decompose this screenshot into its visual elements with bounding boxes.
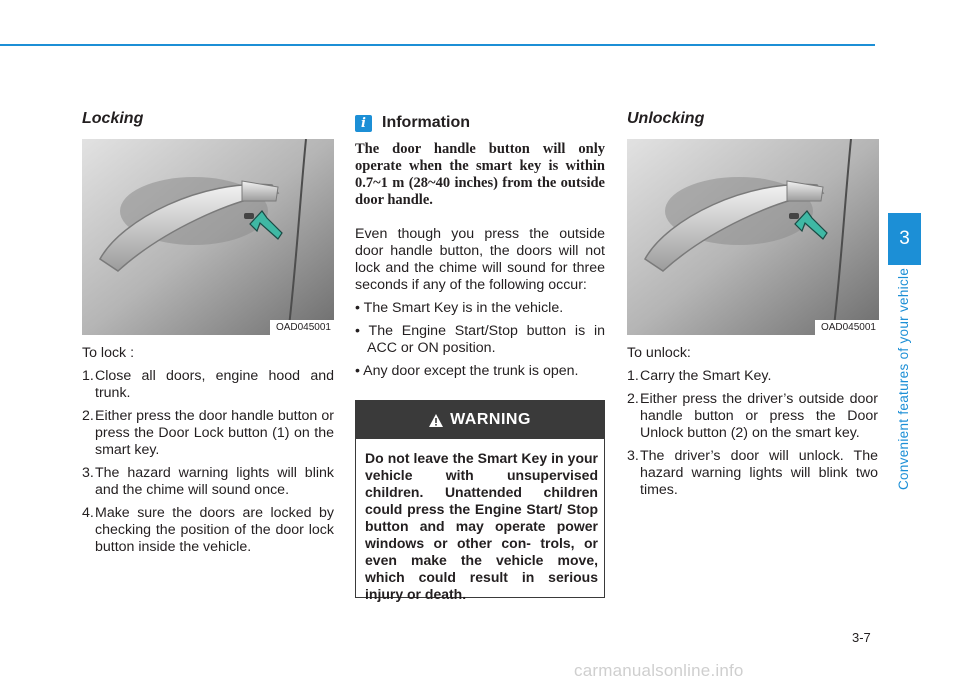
list-item: 2.Either press the door handle button or press the Door Lock button (1) on the smart key. [82,408,334,458]
list-item: 1.Close all doors, engine hood and trunk. [82,368,334,401]
header-rule [0,44,875,46]
list-item: 2.Either press the driver’s outside door handle button or press the Door Unlock button (2) on the smart key. [627,391,878,441]
unlocking-instructions [627,345,878,499]
warning-title: WARNING [450,411,531,428]
list-item: 4.Make sure the doors are locked by checking the position of the door lock button inside the vehicle. [82,505,334,555]
information-title: Information [382,114,470,131]
unlocking-door-handle-photo [627,139,879,335]
information-bullets [355,300,605,380]
chapter-tab: 3 [888,213,921,265]
locking-steps [82,368,334,556]
door-handle-illustration [82,139,334,335]
locking-instructions [82,345,334,556]
list-item: 1.Carry the Smart Key. [627,368,772,384]
info-icon: i [355,115,372,132]
warning-header [356,401,604,439]
page-number: 3-7 [852,630,871,645]
watermark: carmanualsonline.info [574,661,744,680]
information-header [355,114,470,132]
unlocking-steps [627,368,878,499]
warning-text: Do not leave the Smart Key in your vehicle with unsupervised children. Unattended children could press the Engine Start/ Stop button and may operate power windows or other con- trols, or even make the vehicle move, which could result in serious injury or death. [365,450,598,602]
chapter-title: Convenient features of your vehicle [896,267,911,490]
warning-triangle-icon [429,414,443,427]
list-item: 3.The hazard warning lights will blink and the chime will sound once. [82,465,334,498]
door-handle-illustration [627,139,879,335]
photo-code: OAD045001 [270,320,334,335]
list-item: • The Engine Start/Stop button is in ACC or ON position. [355,323,606,356]
information-paragraph: Even though you press the outside door handle button, the doors will not lock and the chime will sound for three seconds if any of the following occur: [355,226,605,293]
unlocking-intro: To unlock: [627,345,691,361]
information-body [355,226,605,380]
locking-intro: To lock : [82,345,135,361]
list-item: 3.The driver’s door will unlock. The hazard warning lights will blink two times. [627,448,878,498]
locking-heading: Locking [82,110,144,127]
list-item: • Any door except the trunk is open. [355,363,579,379]
list-item: • The Smart Key is in the vehicle. [355,300,564,316]
warning-box [355,400,605,602]
information-note: The door handle button will only operate when the smart key is within 0.7~1 m (28~40 inches) from the outside door handle. [355,141,605,208]
locking-door-handle-photo [82,139,334,335]
unlocking-heading: Unlocking [627,110,705,127]
photo-code: OAD045001 [815,320,879,335]
